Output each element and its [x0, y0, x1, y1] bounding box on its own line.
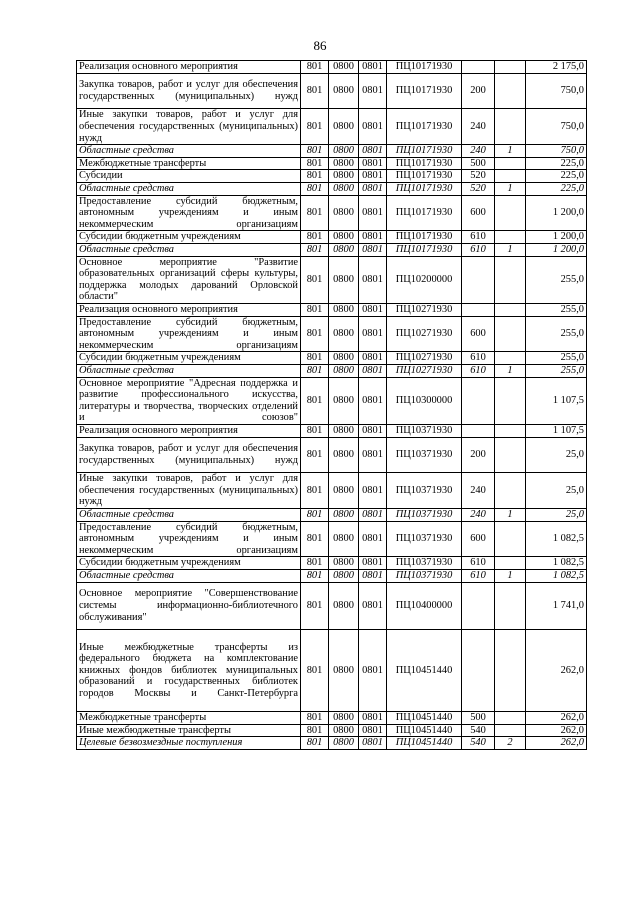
- subsection-code: 0801: [359, 712, 387, 725]
- amount: 1 200,0: [526, 243, 587, 256]
- target-article-code: ПЦ10271930: [387, 364, 462, 377]
- row-name: Иные межбюджетные трансферты из федерального бюджета на комплектование книжных фондов библиотек муниципальных образований и государственных библиотек городов Москвы и Санкт-Петербурга: [77, 630, 301, 712]
- row-name: Основное мероприятие "Адресная поддержка и развитие профессионального искусства, литературы и творчества, творческих отделений и союзов": [77, 377, 301, 424]
- ved-code: 801: [301, 170, 329, 183]
- source-code: [495, 61, 526, 74]
- target-article-code: ПЦ10171930: [387, 109, 462, 145]
- expense-type-code: 600: [462, 195, 495, 231]
- row-name: Предоставление субсидий бюджетным, автономным учреждениям и иным некоммерческим организациям: [77, 195, 301, 231]
- ved-code: 801: [301, 157, 329, 170]
- expense-type-code: [462, 377, 495, 424]
- target-article-code: ПЦ10200000: [387, 256, 462, 303]
- target-article-code: ПЦ10300000: [387, 377, 462, 424]
- target-article-code: ПЦ10271930: [387, 352, 462, 365]
- section-code: 0800: [329, 231, 359, 244]
- expense-type-code: 540: [462, 737, 495, 750]
- amount: 262,0: [526, 737, 587, 750]
- source-code: [495, 231, 526, 244]
- subsection-code: 0801: [359, 557, 387, 570]
- section-code: 0800: [329, 182, 359, 195]
- source-code: [495, 630, 526, 712]
- source-code: 2: [495, 737, 526, 750]
- table-row: [77, 303, 587, 316]
- amount: 255,0: [526, 352, 587, 365]
- amount: 1 200,0: [526, 195, 587, 231]
- row-name: Межбюджетные трансферты: [77, 712, 301, 725]
- row-name: Реализация основного мероприятия: [77, 303, 301, 316]
- table-row: [77, 737, 587, 750]
- row-name: Субсидии: [77, 170, 301, 183]
- ved-code: 801: [301, 521, 329, 557]
- target-article-code: ПЦ10171930: [387, 195, 462, 231]
- row-name: Областные средства: [77, 243, 301, 256]
- table-row: [77, 630, 587, 712]
- ved-code: 801: [301, 630, 329, 712]
- amount: 1 107,5: [526, 424, 587, 437]
- ved-code: 801: [301, 73, 329, 109]
- page-number: 86: [313, 38, 327, 53]
- subsection-code: 0801: [359, 364, 387, 377]
- expense-type-code: [462, 582, 495, 629]
- table-row: [77, 582, 587, 629]
- source-code: [495, 73, 526, 109]
- ved-code: 801: [301, 316, 329, 352]
- target-article-code: ПЦ10451440: [387, 724, 462, 737]
- section-code: 0800: [329, 352, 359, 365]
- expense-type-code: 240: [462, 145, 495, 158]
- target-article-code: ПЦ10271930: [387, 303, 462, 316]
- ved-code: 801: [301, 303, 329, 316]
- section-code: 0800: [329, 570, 359, 583]
- row-name: Реализация основного мероприятия: [77, 61, 301, 74]
- expense-type-code: 520: [462, 170, 495, 183]
- target-article-code: ПЦ10171930: [387, 231, 462, 244]
- table-row: [77, 231, 587, 244]
- subsection-code: 0801: [359, 473, 387, 509]
- subsection-code: 0801: [359, 256, 387, 303]
- source-code: [495, 195, 526, 231]
- section-code: 0800: [329, 724, 359, 737]
- row-name: Основное мероприятие "Совершенствование системы информационно-библиотечного обслуживания": [77, 582, 301, 629]
- ved-code: 801: [301, 256, 329, 303]
- section-code: 0800: [329, 109, 359, 145]
- ved-code: 801: [301, 377, 329, 424]
- expense-type-code: [462, 256, 495, 303]
- expense-type-code: 500: [462, 157, 495, 170]
- amount: 255,0: [526, 303, 587, 316]
- amount: 262,0: [526, 712, 587, 725]
- row-name: Областные средства: [77, 509, 301, 522]
- subsection-code: 0801: [359, 352, 387, 365]
- subsection-code: 0801: [359, 195, 387, 231]
- row-name: Реализация основного мероприятия: [77, 424, 301, 437]
- target-article-code: ПЦ10451440: [387, 712, 462, 725]
- target-article-code: ПЦ10371930: [387, 473, 462, 509]
- subsection-code: 0801: [359, 582, 387, 629]
- table-row: [77, 437, 587, 473]
- section-code: 0800: [329, 364, 359, 377]
- row-name: Межбюджетные трансферты: [77, 157, 301, 170]
- subsection-code: 0801: [359, 145, 387, 158]
- table-row: [77, 712, 587, 725]
- expense-type-code: 500: [462, 712, 495, 725]
- source-code: [495, 424, 526, 437]
- table-row: [77, 316, 587, 352]
- subsection-code: 0801: [359, 170, 387, 183]
- section-code: 0800: [329, 509, 359, 522]
- source-code: [495, 303, 526, 316]
- source-code: [495, 170, 526, 183]
- row-name: Областные средства: [77, 145, 301, 158]
- target-article-code: ПЦ10451440: [387, 737, 462, 750]
- budget-table: [76, 60, 587, 750]
- target-article-code: ПЦ10171930: [387, 73, 462, 109]
- target-article-code: ПЦ10171930: [387, 182, 462, 195]
- source-code: 1: [495, 570, 526, 583]
- section-code: 0800: [329, 256, 359, 303]
- row-name: Областные средства: [77, 364, 301, 377]
- subsection-code: 0801: [359, 724, 387, 737]
- section-code: 0800: [329, 473, 359, 509]
- table-row: [77, 377, 587, 424]
- budget-table-body: [77, 61, 587, 750]
- source-code: [495, 316, 526, 352]
- source-code: [495, 157, 526, 170]
- table-row: [77, 61, 587, 74]
- amount: 2 175,0: [526, 61, 587, 74]
- amount: 225,0: [526, 182, 587, 195]
- row-name: Предоставление субсидий бюджетным, автономным учреждениям и иным некоммерческим организациям: [77, 316, 301, 352]
- amount: 1 082,5: [526, 557, 587, 570]
- amount: 750,0: [526, 109, 587, 145]
- amount: 1 741,0: [526, 582, 587, 629]
- section-code: 0800: [329, 195, 359, 231]
- subsection-code: 0801: [359, 737, 387, 750]
- amount: 1 082,5: [526, 570, 587, 583]
- expense-type-code: [462, 61, 495, 74]
- target-article-code: ПЦ10271930: [387, 316, 462, 352]
- ved-code: 801: [301, 509, 329, 522]
- row-name: Субсидии бюджетным учреждениям: [77, 557, 301, 570]
- table-row: [77, 157, 587, 170]
- subsection-code: 0801: [359, 182, 387, 195]
- target-article-code: ПЦ10171930: [387, 61, 462, 74]
- section-code: 0800: [329, 582, 359, 629]
- target-article-code: ПЦ10400000: [387, 582, 462, 629]
- ved-code: 801: [301, 712, 329, 725]
- source-code: [495, 557, 526, 570]
- expense-type-code: 600: [462, 521, 495, 557]
- source-code: [495, 712, 526, 725]
- target-article-code: ПЦ10171930: [387, 243, 462, 256]
- table-row: [77, 145, 587, 158]
- ved-code: 801: [301, 195, 329, 231]
- table-row: [77, 73, 587, 109]
- subsection-code: 0801: [359, 630, 387, 712]
- amount: 225,0: [526, 157, 587, 170]
- row-name: Иные закупки товаров, работ и услуг для обеспечения государственных (муниципальных) нужд: [77, 473, 301, 509]
- expense-type-code: 200: [462, 437, 495, 473]
- table-row: [77, 724, 587, 737]
- source-code: [495, 109, 526, 145]
- target-article-code: ПЦ10371930: [387, 557, 462, 570]
- expense-type-code: 540: [462, 724, 495, 737]
- source-code: 1: [495, 182, 526, 195]
- subsection-code: 0801: [359, 570, 387, 583]
- source-code: [495, 724, 526, 737]
- row-name: Иные закупки товаров, работ и услуг для обеспечения государственных (муниципальных) нужд: [77, 109, 301, 145]
- subsection-code: 0801: [359, 303, 387, 316]
- source-code: [495, 521, 526, 557]
- target-article-code: ПЦ10371930: [387, 570, 462, 583]
- amount: 262,0: [526, 630, 587, 712]
- section-code: 0800: [329, 377, 359, 424]
- subsection-code: 0801: [359, 437, 387, 473]
- table-row: [77, 195, 587, 231]
- expense-type-code: 240: [462, 473, 495, 509]
- ved-code: 801: [301, 737, 329, 750]
- amount: 225,0: [526, 170, 587, 183]
- source-code: 1: [495, 243, 526, 256]
- amount: 255,0: [526, 256, 587, 303]
- target-article-code: ПЦ10171930: [387, 170, 462, 183]
- section-code: 0800: [329, 424, 359, 437]
- table-row: [77, 182, 587, 195]
- section-code: 0800: [329, 243, 359, 256]
- amount: 1 082,5: [526, 521, 587, 557]
- ved-code: 801: [301, 724, 329, 737]
- expense-type-code: 610: [462, 352, 495, 365]
- table-row: [77, 243, 587, 256]
- section-code: 0800: [329, 521, 359, 557]
- ved-code: 801: [301, 231, 329, 244]
- section-code: 0800: [329, 145, 359, 158]
- source-code: 1: [495, 145, 526, 158]
- table-row: [77, 521, 587, 557]
- target-article-code: ПЦ10171930: [387, 157, 462, 170]
- ved-code: 801: [301, 61, 329, 74]
- subsection-code: 0801: [359, 109, 387, 145]
- ved-code: 801: [301, 364, 329, 377]
- section-code: 0800: [329, 557, 359, 570]
- row-name: Субсидии бюджетным учреждениям: [77, 231, 301, 244]
- section-code: 0800: [329, 630, 359, 712]
- subsection-code: 0801: [359, 61, 387, 74]
- amount: 25,0: [526, 437, 587, 473]
- section-code: 0800: [329, 712, 359, 725]
- expense-type-code: 610: [462, 364, 495, 377]
- section-code: 0800: [329, 437, 359, 473]
- target-article-code: ПЦ10371930: [387, 521, 462, 557]
- table-row: [77, 570, 587, 583]
- subsection-code: 0801: [359, 157, 387, 170]
- source-code: [495, 473, 526, 509]
- amount: 262,0: [526, 724, 587, 737]
- amount: 25,0: [526, 473, 587, 509]
- section-code: 0800: [329, 170, 359, 183]
- ved-code: 801: [301, 109, 329, 145]
- amount: 750,0: [526, 145, 587, 158]
- ved-code: 801: [301, 570, 329, 583]
- target-article-code: ПЦ10371930: [387, 509, 462, 522]
- subsection-code: 0801: [359, 377, 387, 424]
- source-code: [495, 352, 526, 365]
- row-name: Субсидии бюджетным учреждениям: [77, 352, 301, 365]
- amount: 1 107,5: [526, 377, 587, 424]
- expense-type-code: [462, 424, 495, 437]
- amount: 255,0: [526, 364, 587, 377]
- source-code: [495, 437, 526, 473]
- expense-type-code: [462, 630, 495, 712]
- row-name: Основное мероприятие "Развитие образовательных организаций сферы культуры, поддержка молодых дарований Орловской области": [77, 256, 301, 303]
- expense-type-code: 610: [462, 557, 495, 570]
- ved-code: 801: [301, 473, 329, 509]
- table-row: [77, 557, 587, 570]
- amount: 750,0: [526, 73, 587, 109]
- row-name: Целевые безвозмездные поступления: [77, 737, 301, 750]
- target-article-code: ПЦ10371930: [387, 437, 462, 473]
- section-code: 0800: [329, 157, 359, 170]
- section-code: 0800: [329, 316, 359, 352]
- ved-code: 801: [301, 557, 329, 570]
- section-code: 0800: [329, 737, 359, 750]
- expense-type-code: 600: [462, 316, 495, 352]
- section-code: 0800: [329, 73, 359, 109]
- expense-type-code: [462, 303, 495, 316]
- subsection-code: 0801: [359, 509, 387, 522]
- table-row: [77, 509, 587, 522]
- row-name: Предоставление субсидий бюджетным, автономным учреждениям и иным некоммерческим организациям: [77, 521, 301, 557]
- amount: 1 200,0: [526, 231, 587, 244]
- ved-code: 801: [301, 182, 329, 195]
- expense-type-code: 240: [462, 109, 495, 145]
- section-code: 0800: [329, 303, 359, 316]
- table-row: [77, 364, 587, 377]
- expense-type-code: 520: [462, 182, 495, 195]
- subsection-code: 0801: [359, 231, 387, 244]
- subsection-code: 0801: [359, 316, 387, 352]
- target-article-code: ПЦ10171930: [387, 145, 462, 158]
- row-name: Закупка товаров, работ и услуг для обеспечения государственных (муниципальных) нужд: [77, 437, 301, 473]
- ved-code: 801: [301, 582, 329, 629]
- ved-code: 801: [301, 424, 329, 437]
- table-row: [77, 170, 587, 183]
- ved-code: 801: [301, 145, 329, 158]
- row-name: Иные межбюджетные трансферты: [77, 724, 301, 737]
- subsection-code: 0801: [359, 521, 387, 557]
- subsection-code: 0801: [359, 424, 387, 437]
- row-name: Областные средства: [77, 570, 301, 583]
- expense-type-code: 610: [462, 243, 495, 256]
- expense-type-code: 200: [462, 73, 495, 109]
- amount: 255,0: [526, 316, 587, 352]
- target-article-code: ПЦ10371930: [387, 424, 462, 437]
- table-row: [77, 473, 587, 509]
- table-row: [77, 424, 587, 437]
- ved-code: 801: [301, 243, 329, 256]
- expense-type-code: 610: [462, 570, 495, 583]
- row-name: Областные средства: [77, 182, 301, 195]
- expense-type-code: 610: [462, 231, 495, 244]
- amount: 25,0: [526, 509, 587, 522]
- ved-code: 801: [301, 437, 329, 473]
- ved-code: 801: [301, 352, 329, 365]
- target-article-code: ПЦ10451440: [387, 630, 462, 712]
- source-code: [495, 377, 526, 424]
- source-code: 1: [495, 509, 526, 522]
- source-code: [495, 582, 526, 629]
- expense-type-code: 240: [462, 509, 495, 522]
- source-code: 1: [495, 364, 526, 377]
- subsection-code: 0801: [359, 243, 387, 256]
- table-row: [77, 352, 587, 365]
- source-code: [495, 256, 526, 303]
- section-code: 0800: [329, 61, 359, 74]
- row-name: Закупка товаров, работ и услуг для обеспечения государственных (муниципальных) нужд: [77, 73, 301, 109]
- table-row: [77, 109, 587, 145]
- subsection-code: 0801: [359, 73, 387, 109]
- table-row: [77, 256, 587, 303]
